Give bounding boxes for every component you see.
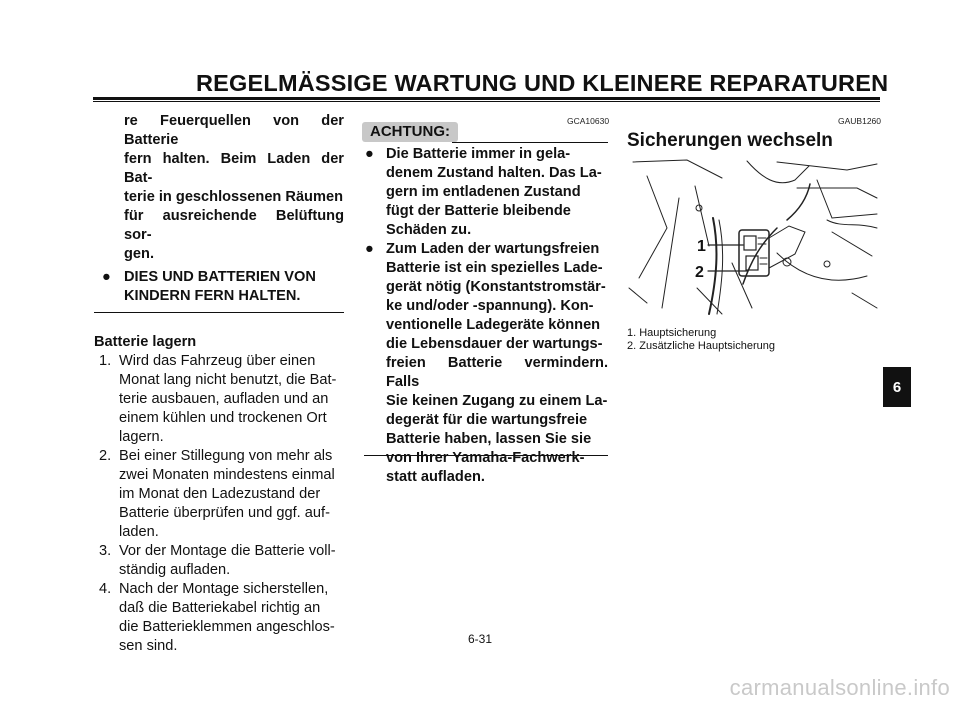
text-line: statt aufladen.	[386, 469, 485, 485]
text-line: Nach der Montage sicherstellen,	[119, 581, 329, 597]
text-line: ventionelle Ladegeräte können	[386, 317, 601, 333]
page-number: 6-31	[467, 632, 493, 646]
fuse-illustration	[627, 158, 879, 315]
text-line: die Lebensdauer der wartungs-	[386, 336, 603, 352]
list-item	[94, 447, 344, 542]
caption-line: 1. Hauptsicherung	[627, 327, 717, 339]
text-line: fügt der Batterie bleibende	[386, 203, 571, 219]
caution-end-rule	[364, 455, 608, 456]
text-line: laden.	[119, 524, 159, 540]
text-line: im Monat den Ladezustand der	[119, 486, 321, 502]
header-rule-thick	[93, 97, 880, 100]
text-line: gerät nötig (Konstantstromstär-	[386, 279, 606, 295]
text-line: denem Zustand halten. Das La-	[386, 165, 602, 181]
text-line: lagern.	[119, 429, 164, 445]
text-line: Zum Laden der wartungsfreien	[386, 241, 600, 257]
text-line: Sie keinen Zugang zu einem La-	[386, 393, 608, 409]
ref-code: GAUB1260	[838, 116, 881, 126]
text-line: freien Batterie vermindern. Falls	[386, 355, 608, 390]
warning-continuation	[94, 112, 344, 264]
caution-bullet	[364, 145, 608, 240]
text-line: terie in geschlossenen Räumen	[124, 189, 343, 205]
caption-line: 2. Zusätzliche Hauptsicherung	[627, 340, 775, 352]
text-line: Batterie ist ein spezielles Lade-	[386, 260, 603, 276]
text-line: Wird das Fahrzeug über einen	[119, 353, 316, 369]
text-line: fern halten. Beim Laden der Bat-	[124, 151, 344, 186]
text-line: KINDERN FERN HALTEN.	[124, 288, 301, 304]
text-line: die Batterieklemmen angeschlos-	[119, 619, 335, 635]
achtung-rule	[452, 142, 608, 143]
bullet-icon: ●	[365, 241, 374, 257]
text-line: terie ausbauen, aufladen und an	[119, 391, 329, 407]
header-rule-thin	[93, 101, 880, 102]
figure-captions	[627, 327, 775, 353]
figure-label-1: 1	[697, 238, 706, 255]
warning-bullet	[94, 268, 344, 306]
text-line: ständig aufladen.	[119, 562, 231, 578]
list-number: 1.	[99, 353, 112, 369]
caution-bullet	[364, 240, 608, 487]
achtung-badge: ACHTUNG:	[362, 122, 458, 142]
figure-label-2: 2	[695, 264, 704, 281]
text-line: daß die Batteriekabel richtig an	[119, 600, 321, 616]
text-line: re Feuerquellen von der Batterie	[124, 113, 344, 148]
list-item	[94, 542, 344, 580]
text-line: Batterie haben, lassen Sie sie	[386, 431, 592, 447]
list-item	[94, 352, 344, 447]
text-line: zwei Monaten mindestens einmal	[119, 467, 335, 483]
section-title: Sicherungen wechseln	[627, 130, 833, 151]
text-line: Vor der Montage die Batterie voll-	[119, 543, 336, 559]
text-line: Batterie überprüfen und ggf. auf-	[119, 505, 330, 521]
list-number: 3.	[99, 543, 112, 559]
text-line: gen.	[124, 246, 154, 262]
watermark: carmanualsonline.info	[729, 675, 950, 700]
text-line: gern im entladenen Zustand	[386, 184, 581, 200]
text-line: ke und/oder -spannung). Kon-	[386, 298, 594, 314]
warning-end-rule	[94, 312, 344, 313]
bullet-icon: ●	[365, 146, 374, 162]
text-line: Bei einer Stillegung von mehr als	[119, 448, 333, 464]
chapter-tab: 6	[883, 367, 911, 407]
list-number: 2.	[99, 448, 112, 464]
storage-heading: Batterie lagern	[94, 334, 197, 350]
text-line: degerät für die wartungsfreie	[386, 412, 588, 428]
text-line: von Ihrer Yamaha-Fachwerk-	[386, 450, 585, 466]
text-line: für ausreichende Belüftung sor-	[124, 208, 344, 243]
list-number: 4.	[99, 581, 112, 597]
text-line: DIES UND BATTERIEN VON	[124, 269, 316, 285]
left-column	[94, 112, 344, 656]
text-line: sen sind.	[119, 638, 178, 654]
middle-column	[364, 145, 608, 487]
ref-code: GCA10630	[567, 116, 610, 126]
text-line: einem kühlen und trockenen Ort	[119, 410, 327, 426]
text-line: Schäden zu.	[386, 222, 472, 238]
text-line: Monat lang nicht benutzt, die Bat-	[119, 372, 337, 388]
bullet-icon: ●	[102, 269, 111, 285]
page-header-title: REGELMÄSSIGE WARTUNG UND KLEINERE REPARATUREN	[196, 70, 889, 96]
text-line: Die Batterie immer in gela-	[386, 146, 571, 162]
